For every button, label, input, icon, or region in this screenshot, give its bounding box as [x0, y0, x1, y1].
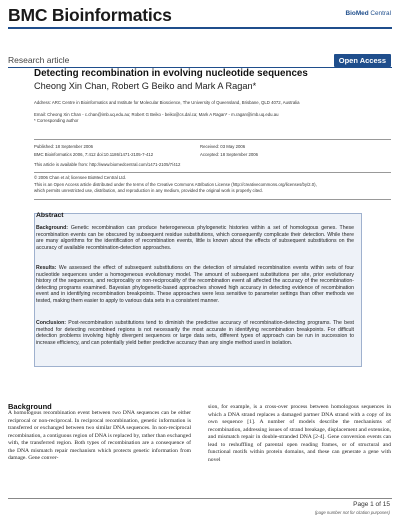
license-line-2: which permits unrestricted use, distribution, and reproduction in any medium, provided the original work is properly cited.: [34, 188, 263, 193]
citation: BMC Bioinformatics 2006, 7:412 doi:10.1186/1471-2105-7-412: [34, 152, 154, 157]
abstract-results: [36, 265, 354, 304]
article-url[interactable]: This article is available from: http://www.biomedcentral.com/1471-2105/7/412: [34, 162, 181, 167]
published-date: Published: 18 September 2006: [34, 144, 94, 149]
header-rule: [8, 27, 392, 29]
abstract-heading: Abstract: [36, 212, 64, 219]
abstract-background-label: Background:: [36, 225, 68, 231]
publisher-logo: [346, 10, 391, 17]
copyright: © 2006 Chan et al; licensee BioMed Central Ltd.: [34, 175, 127, 180]
meta-rule-mid: [34, 172, 391, 173]
abstract-conclusion: [36, 320, 354, 346]
article-title: Detecting recombination in evolving nucleotide sequences: [34, 68, 308, 79]
abstract-results-label: Results:: [36, 265, 57, 271]
meta-rule-bottom: [34, 199, 391, 200]
abstract-background: [36, 225, 354, 251]
accepted-date: Accepted: 18 September 2006: [200, 152, 259, 157]
background-heading: Background: [8, 402, 52, 411]
affiliation-address: Address: ARC Centre in Bioinformatics and Institute for Molecular Bioscience, The University of Queensland, Brisbane, QLD 4072, Australia: [34, 100, 300, 105]
affiliation-email: Email: Cheong Xin Chan - c.chan@imb.uq.edu.au; Robert G Beiko - beiko@cs.dal.ca; Mark A Ragan* - m.ragan@imb.uq.edu.au: [34, 112, 279, 117]
meta-rule-top: [34, 139, 391, 140]
abstract-conclusion-text: Post-recombination substitutions tend to diminish the predictive accuracy of recombination-detecting programs. The best method for detecting recombined regions is not necessarily the most accurate in identifying recombination breakpoints. For difficult detection problems involving highly divergent sequences or large data sets, different types of approach can be run in succession to increase efficiency, and can potentially yield better predictive accuracy than any single method used in isolation.: [36, 320, 354, 346]
page-note: (page number not for citation purposes): [314, 510, 390, 515]
body-column-right: sion, for example, is a cross-over process between homologous sequences in which a DNA strand replaces a damaged partner DNA strand with a copy of its own sequence [1]. A number of models describe the mechanisms of recombination, addressing issues of strand breakage, displacement and extension, and mismatch repair in double-stranded DNA [2-4]. Gene conversion events can lead to reshuffling of parental open reading frames, or of structural and functional motifs within protein domains, and these can generate a gene with novel: [208, 404, 391, 463]
article-authors: Cheong Xin Chan, Robert G Beiko and Mark A Ragan*: [34, 81, 257, 91]
license-line-1: This is an Open Access article distributed under the terms of the Creative Commons Attribution License (http://creativecommons.org/licenses/by/2.0),: [34, 182, 317, 187]
article-type: Research article: [8, 55, 70, 65]
abstract-conclusion-label: Conclusion:: [36, 320, 66, 326]
corresponding-author: * Corresponding author: [34, 118, 79, 123]
open-access-badge: Open Access: [334, 54, 391, 67]
publisher-logo-bold: BioMed: [345, 10, 369, 17]
journal-title: BMC Bioinformatics: [8, 5, 172, 25]
abstract-results-text: We assessed the effect of subsequent substitutions on the detection of simulated recombination events within sets of four nucleotide sequences under a homogeneous evolutionary model. The amount of subsequent substitutions per site, prior evolutionary history of the sequences, and reciprocality or non-reciprocality of the recombination event all affected the accuracy of the recombination-detecting programs examined. Bayesian phylogenetic-based approaches showed high accuracy in detecting evidence of recombination event and in identifying recombination breakpoints. These approaches were less sensitive to parameter settings than other methods we tested, making them easier to apply to various data sets in a consistent manner.: [36, 265, 354, 304]
page-number: Page 1 of 15: [353, 501, 390, 508]
body-column-left: A homologous recombination event between two DNA sequences can be either reciprocal or non-reciprocal. In reciprocal recombination, genetic information is transferred or exchanged between two similar DNA sequences. In non-reciprocal recombination, a contiguous region of DNA is replaced by, rather than exchanged with, the transferred region. Both types of recombination are a consequence of the DNA mismatch repair mechanism which protects genetic information from damage. Gene conver-: [8, 410, 191, 461]
received-date: Received: 03 May 2006: [200, 144, 246, 149]
abstract-background-text: Genetic recombination can produce heterogeneous phylogenetic histories within a set of homologous genes. These recombination events can be obscured by subsequent residue substitutions, which consequently complicate their detection. While there are many algorithms for the identification of recombination events, little is known about the effects of subsequent substitutions on the accuracy of available recombination-detection approaches.: [36, 225, 354, 251]
footer-rule: [8, 498, 392, 499]
publisher-logo-rest: Central: [368, 10, 391, 17]
